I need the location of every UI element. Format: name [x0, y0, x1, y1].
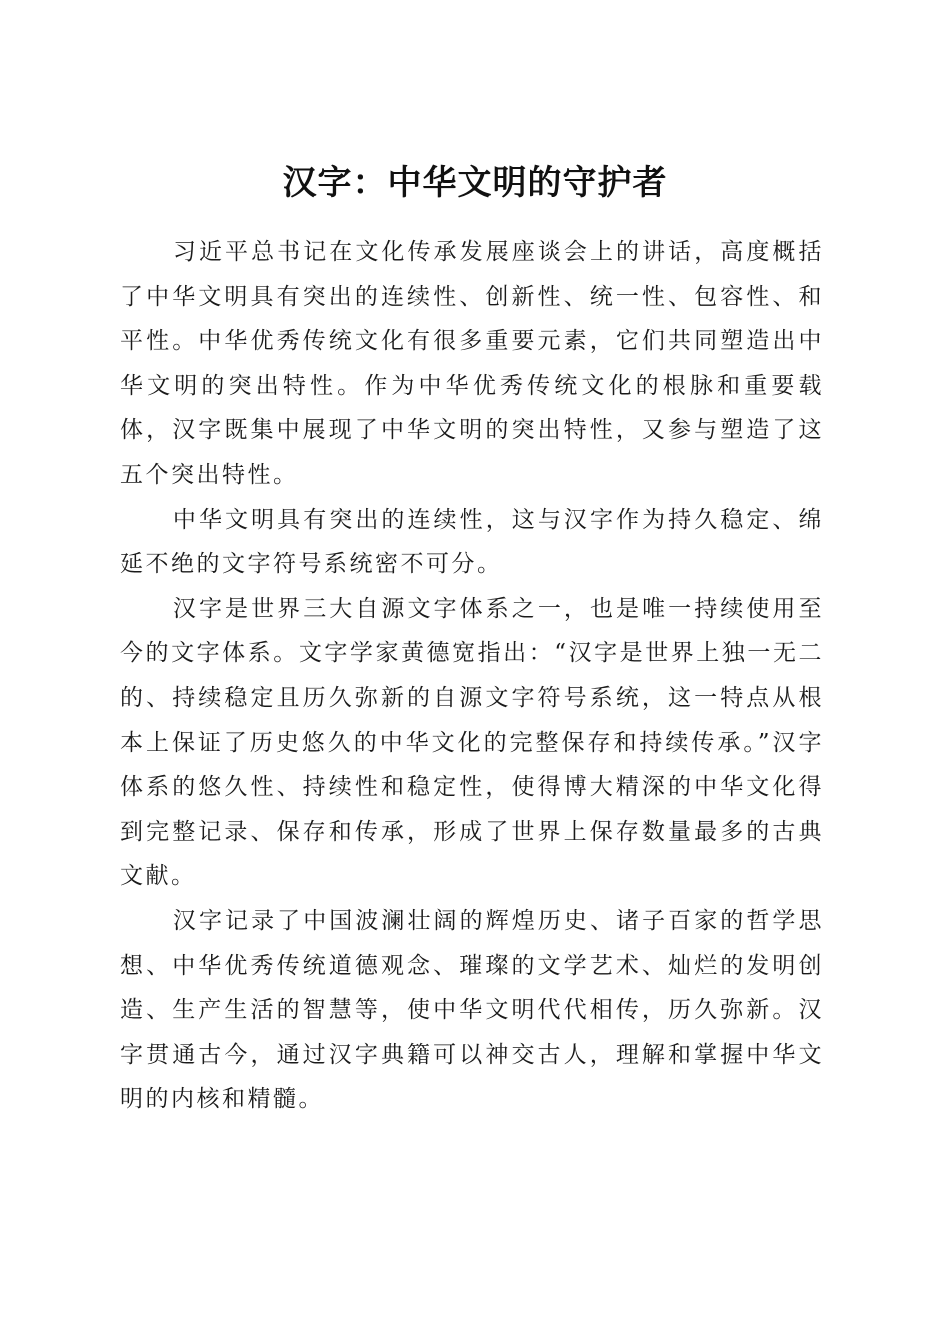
paragraph-1: 习近平总书记在文化传承发展座谈会上的讲话，高度概括了中华文明具有突出的连续性、创新性、统一性、包容性、和平性。中华优秀传统文化有很多重要元素，它们共同塑造出中华文明的突出特性。作为中华优秀传统文化的根脉和重要载体，汉字既集中展现了中华文明的突出特性，又参与塑造了这五个突出特性。 [120, 239, 824, 488]
paragraph-3: 汉字是世界三大自源文字体系之一，也是唯一持续使用至今的文字体系。文字学家黄德宽指出：“汉字是世界上独一无二的、持续稳定且历久弥新的自源文字符号系统，这一特点从根本上保证了历史悠久的中华文化的完整保存和持续传承。”汉字体系的悠久性、持续性和稳定性，使得博大精深的中华文化得到完整记录、保存和传承，形成了世界上保存数量最多的古典文献。 [120, 595, 824, 890]
document-title: 汉字：中华文明的守护者 [282, 162, 668, 203]
paragraph-4: 汉字记录了中国波澜壮阔的辉煌历史、诸子百家的哲学思想、中华优秀传统道德观念、璀璨的文学艺术、灿烂的发明创造、生产生活的智慧等，使中华文明代代相传，历久弥新。汉字贯通古今，通过汉字典籍可以神交古人，理解和掌握中华文明的内核和精髓。 [120, 907, 824, 1113]
paragraph-2: 中华文明具有突出的连续性，这与汉字作为持久稳定、绵延不绝的文字符号系统密不可分。 [120, 506, 824, 578]
document-body [120, 230, 824, 1122]
